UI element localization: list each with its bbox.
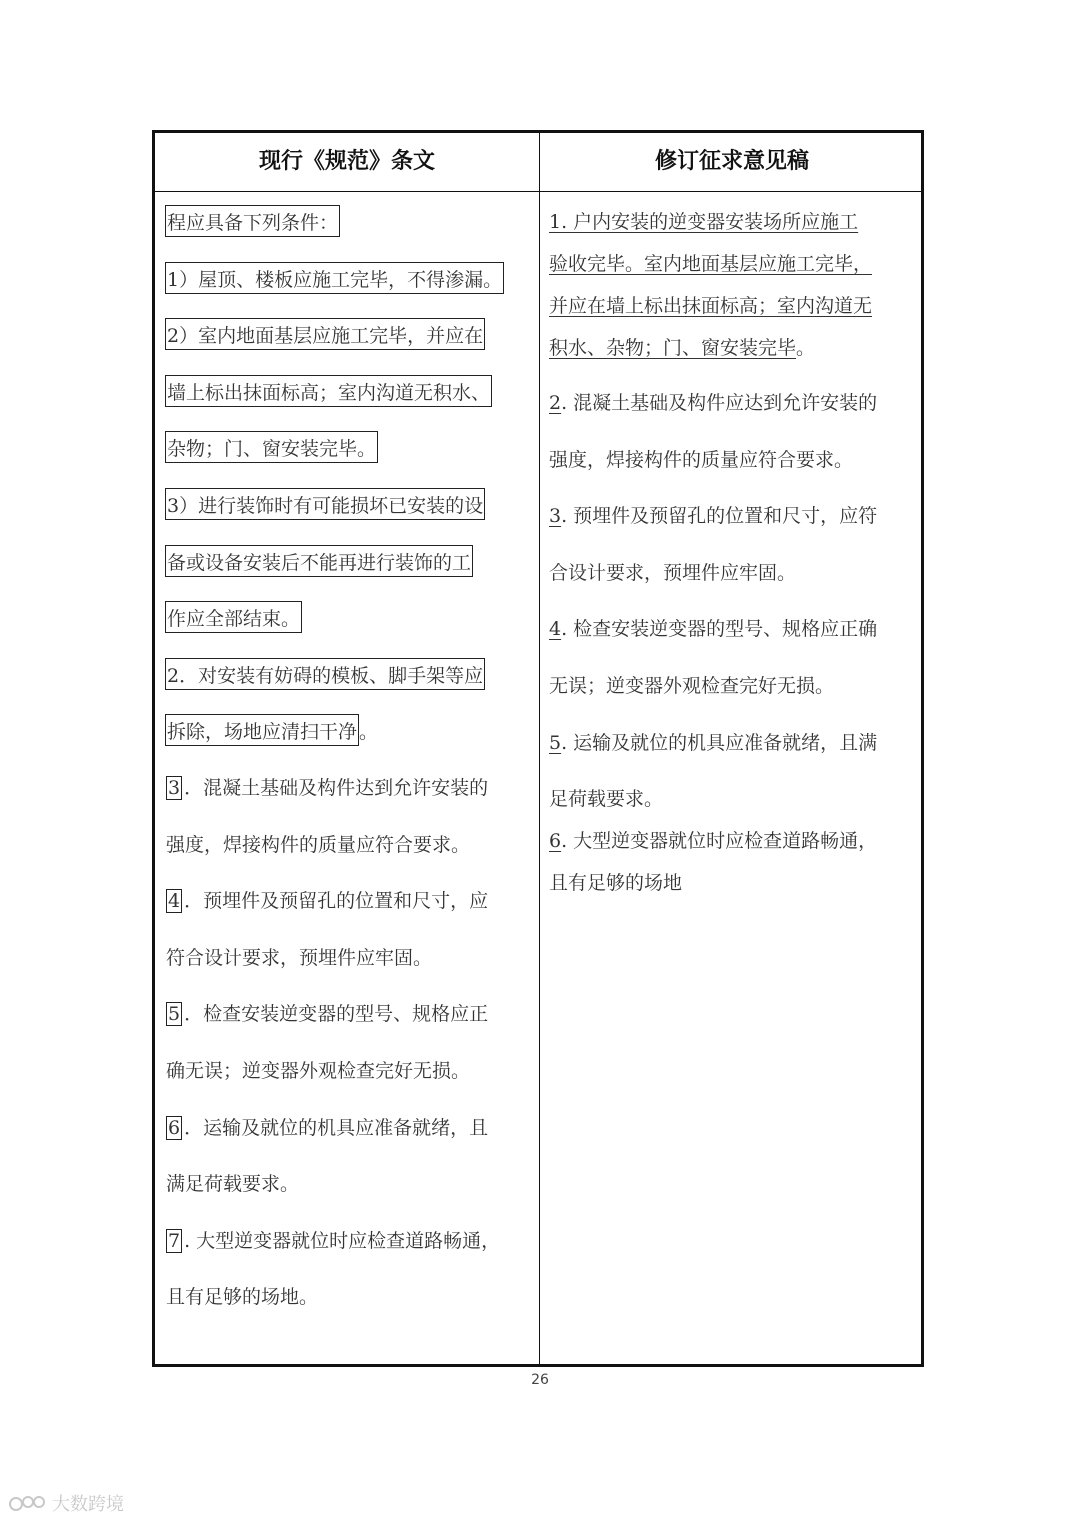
item-text: . 大型逆变器就位时应检查道路畅通， — [184, 1229, 501, 1252]
revision-line: 1. 户内安装的逆变器安装场所应施工 — [549, 211, 859, 233]
spec-line — [165, 1224, 533, 1281]
spec-line — [165, 431, 533, 488]
item-number: 2 — [549, 392, 562, 414]
revision-line: 无误；逆变器外观检查完好无损。 — [549, 674, 835, 697]
revision-line: 足荷载要求。 — [549, 788, 664, 811]
boxed-text: 拆除，场地应清扫干净 — [165, 714, 359, 746]
revision-line: 合设计要求，预埋件应牢固。 — [549, 561, 797, 584]
revision-line: . 检查安装逆变器的型号、规格应正确 — [561, 618, 878, 641]
revision-item — [549, 601, 924, 714]
revision-draft-text — [549, 201, 924, 904]
spec-line — [165, 205, 533, 262]
header-divider — [155, 191, 921, 192]
boxed-text: 3）进行装饰时有可能损坏已安装的设 — [165, 488, 485, 520]
spec-line — [165, 658, 533, 715]
page-number: 26 — [531, 1372, 549, 1388]
spec-line — [165, 941, 533, 998]
spec-line — [165, 714, 533, 771]
boxed-text: 程应具备下列条件： — [165, 205, 340, 237]
revision-line: . 运输及就位的机具应准备就绪，且满 — [561, 731, 878, 754]
boxed-text: 2）室内地面基层应施工完毕，并应在 — [165, 318, 485, 350]
comparison-table — [152, 130, 924, 1367]
revision-item-6: 6. 大型逆变器就位时应检查道路畅通， 且有足够的场地 — [549, 829, 878, 894]
spec-line — [165, 601, 533, 658]
plain-text: 满足荷载要求。 — [166, 1173, 300, 1196]
spec-line — [165, 884, 533, 941]
spec-line — [165, 1280, 533, 1337]
spec-line — [165, 488, 533, 545]
boxed-text: 墙上标出抹面标高；室内沟道无积水、 — [165, 375, 492, 407]
spec-line — [165, 318, 533, 375]
plain-text: 且有足够的场地。 — [166, 1286, 319, 1309]
revision-line: 强度，焊接构件的质量应符合要求。 — [549, 448, 854, 471]
current-spec-text — [165, 205, 533, 1337]
revision-line: 并应在墙上标出抹面标高；室内沟道无 — [549, 295, 873, 317]
watermark — [8, 1490, 124, 1516]
spec-line — [165, 1167, 533, 1224]
boxed-text: 作应全部结束。 — [165, 601, 302, 633]
item-number: 3 — [549, 505, 562, 528]
item-text: ．预埋件及预留孔的位置和尺寸，应 — [184, 890, 489, 913]
boxed-text: 杂物；门、窗安装完毕。 — [165, 431, 378, 463]
header-revision-draft: 修订征求意见稿 — [654, 149, 809, 174]
revision-line: . 混凝土基础及构件应达到允许安装的 — [561, 392, 878, 414]
item-text: ．检查安装逆变器的型号、规格应正 — [184, 1003, 489, 1026]
column-divider — [539, 133, 540, 1364]
revision-item — [549, 715, 924, 828]
plain-text: 确无误；逆变器外观检查完好无损。 — [166, 1059, 471, 1082]
header-current-spec: 现行《规范》条文 — [258, 149, 435, 174]
item-number: 5 — [168, 1003, 181, 1026]
item-number: 4 — [168, 890, 181, 913]
revision-line: 验收完毕。室内地面基层应施工完毕， — [549, 253, 873, 275]
spec-line — [165, 771, 533, 828]
item-number: 4 — [549, 618, 562, 641]
item-number: 7 — [168, 1229, 181, 1252]
spec-line — [165, 262, 533, 319]
watermark-logo-icon — [8, 1492, 48, 1514]
spec-line — [165, 545, 533, 602]
trailing-punct: 。 — [359, 721, 379, 744]
item-number: 3 — [168, 776, 181, 799]
spec-line — [165, 1111, 533, 1168]
revision-item — [549, 375, 924, 488]
item-text: ．混凝土基础及构件达到允许安装的 — [184, 776, 489, 799]
revision-line: 积水、杂物；门、窗安装完毕 — [549, 337, 797, 359]
spec-line — [165, 828, 533, 885]
spec-line — [165, 997, 533, 1054]
spec-line — [165, 375, 533, 432]
revision-item-1: 1. 户内安装的逆变器安装场所应施工 验收完毕。室内地面基层应施工完毕， 并应在墙上标出抹面标高；室内沟道无 积水、杂物；门、窗安装完毕。 — [549, 211, 873, 359]
boxed-text: 1）屋顶、楼板应施工完毕，不得渗漏。 — [165, 262, 504, 294]
plain-text: 强度，焊接构件的质量应符合要求。 — [166, 833, 471, 856]
revision-line: . 预埋件及预留孔的位置和尺寸，应符 — [561, 505, 878, 528]
watermark-text: 大数跨境 — [52, 1494, 124, 1515]
item-text: ．运输及就位的机具应准备就绪，且 — [184, 1116, 489, 1139]
spec-line — [165, 1054, 533, 1111]
revision-item — [549, 488, 924, 601]
boxed-text: 2．对安装有妨碍的模板、脚手架等应 — [165, 658, 485, 690]
item-number: 5 — [549, 731, 562, 754]
boxed-text: 备或设备安装后不能再进行装饰的工 — [165, 545, 473, 577]
plain-text: 符合设计要求，预埋件应牢固。 — [166, 946, 433, 969]
item-number: 6 — [168, 1116, 181, 1139]
